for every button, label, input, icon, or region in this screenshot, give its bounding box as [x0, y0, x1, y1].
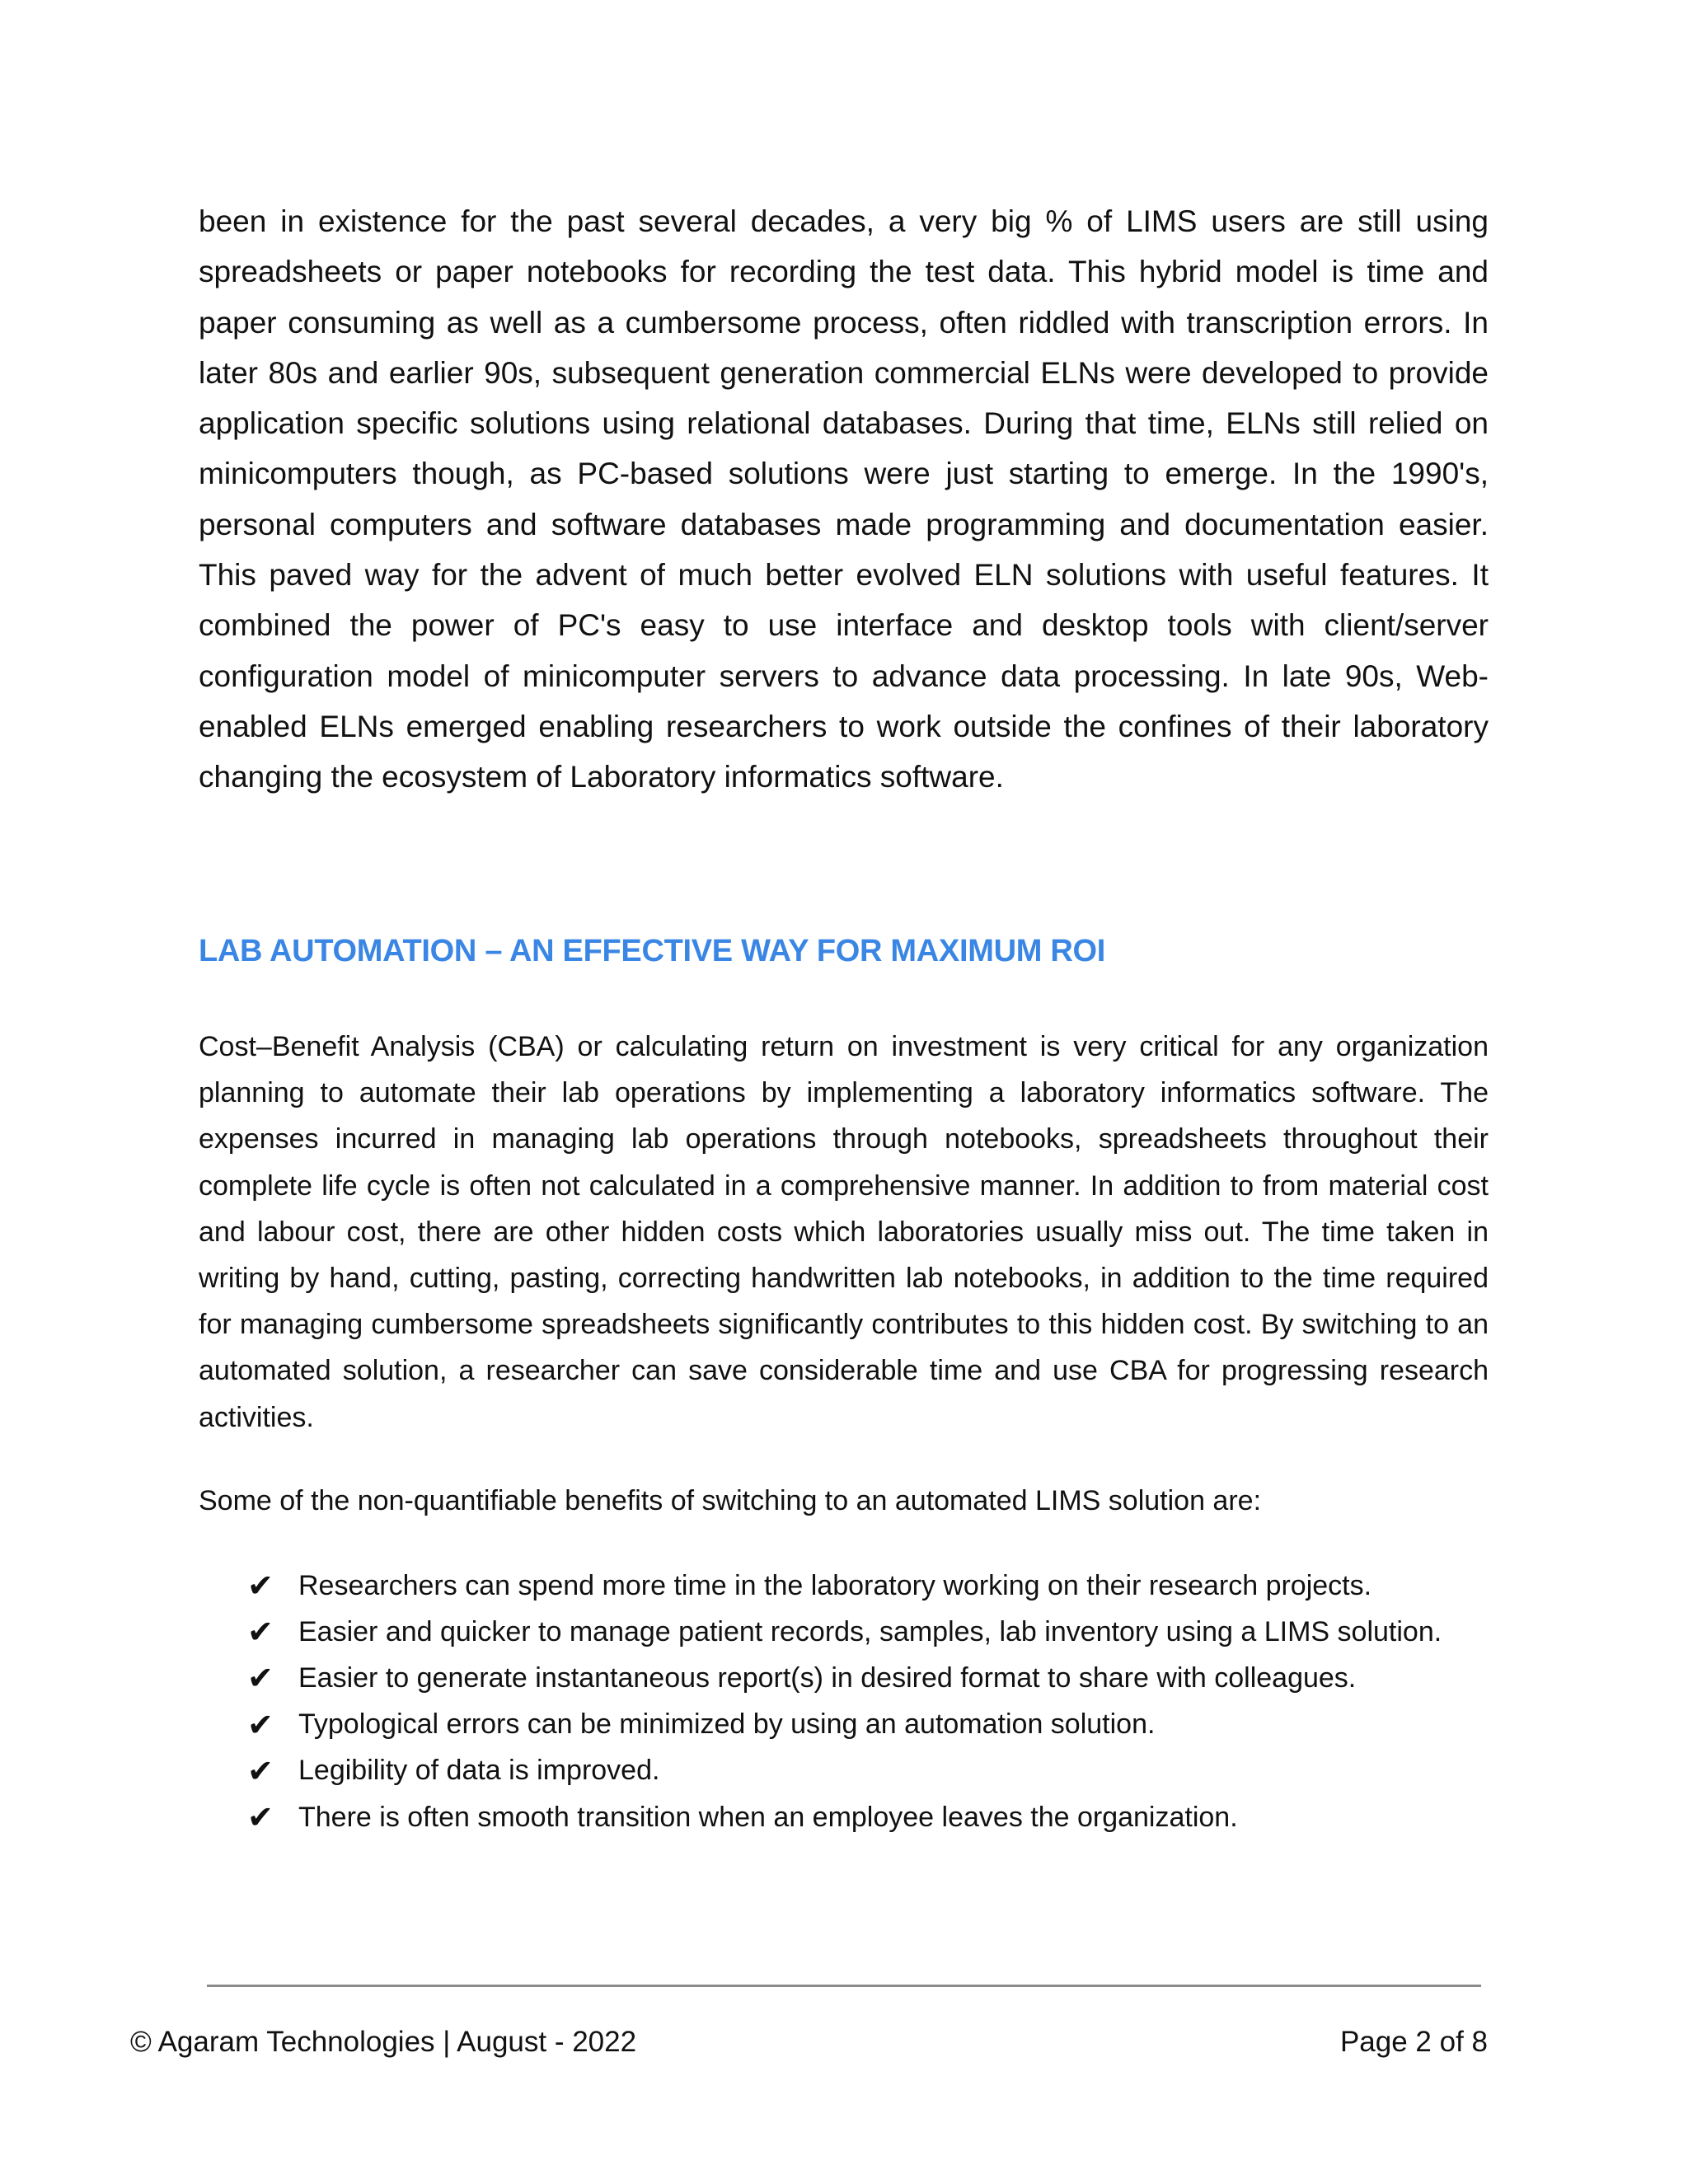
- benefit-item: [247, 1702, 1442, 1748]
- check-icon: ✔: [247, 1660, 274, 1697]
- benefit-item: [247, 1655, 1442, 1701]
- benefit-text: There is often smooth transition when an employee leaves the organization.: [298, 1801, 1238, 1833]
- benefit-text: Easier to generate instantaneous report(s) in desired format to share with colleagues.: [298, 1661, 1357, 1694]
- benefit-item: [247, 1748, 1442, 1794]
- benefit-text: Typological errors can be minimized by using an automation solution.: [298, 1708, 1156, 1741]
- benefit-text: Researchers can spend more time in the laboratory working on their research projects.: [298, 1569, 1372, 1601]
- benefits-lead: Some of the non-quantifiable benefits of switching to an automated LIMS solution are:: [199, 1485, 1262, 1516]
- benefit-item: [247, 1563, 1442, 1609]
- benefits-list: [247, 1563, 1442, 1840]
- benefit-text: Legibility of data is improved.: [298, 1755, 660, 1787]
- benefit-item: [247, 1794, 1442, 1840]
- check-icon: ✔: [247, 1706, 274, 1743]
- benefit-text: Easier and quicker to manage patient records, samples, lab inventory using a LIMS solution.: [298, 1615, 1442, 1647]
- page-number: Page 2 of 8: [1339, 2026, 1488, 2058]
- intro-paragraph: been in existence for the past several decades, a very big % of LIMS users are still using spreadsheets or paper notebooks for recording the test data. This hybrid model is time and paper consuming as well as a cumbersome process, often riddled with transcription errors. In later 80s and earlier 90s, subsequent generation commercial ELNs were developed to provide application specific solutions using relational databases. During that time, ELNs still relied on minicomputers though, as PC-based solutions were just starting to emerge. In the 1990's, personal computers and software databases made programming and documentation easier. This paved way for the advent of much better evolved ELN solutions with useful features. It combined the power of PC's easy to use interface and desktop tools with client/server configuration model of minicomputer servers to advance data processing. In late 90s, Web-enabled ELNs emerged enabling researchers to work outside the confines of their laboratory changing the ecosystem of Laboratory informatics software.: [199, 204, 1489, 794]
- footer-divider: [207, 1985, 1481, 1987]
- footer-copyright: © Agaram Technologies | August - 2022: [130, 2026, 637, 2058]
- section-heading: LAB AUTOMATION – AN EFFECTIVE WAY FOR MAXIMUM ROI: [199, 934, 1105, 968]
- cba-paragraph: Cost–Benefit Analysis (CBA) or calculating return on investment is very critical for any organization planning to automate their lab operations by implementing a laboratory informatics software. The expenses incurred in managing lab operations through notebooks, spreadsheets throughout their complete life cycle is often not calculated in a comprehensive manner. In addition to from material cost and labour cost, there are other hidden costs which laboratories usually miss out. The time taken in writing by hand, cutting, pasting, correcting handwritten lab notebooks, in addition to the time required for managing cumbersome spreadsheets significantly contributes to this hidden cost. By switching to an automated solution, a researcher can save considerable time and use CBA for progressing research activities.: [199, 1031, 1489, 1433]
- check-icon: ✔: [247, 1752, 274, 1789]
- check-icon: ✔: [247, 1799, 274, 1836]
- benefit-item: [247, 1609, 1442, 1655]
- check-icon: ✔: [247, 1568, 274, 1605]
- check-icon: ✔: [247, 1614, 274, 1651]
